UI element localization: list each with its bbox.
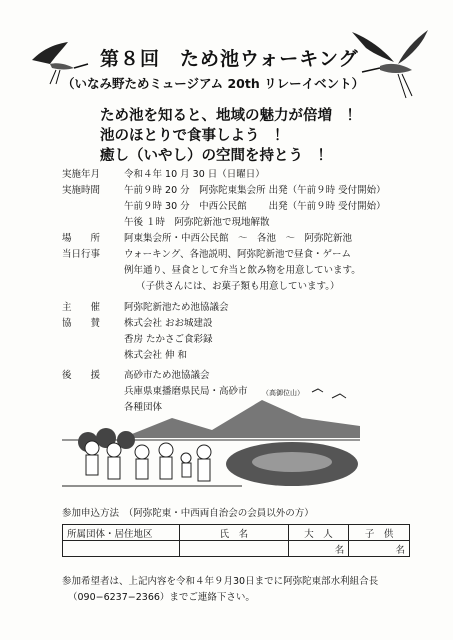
date-value: 令和４年 10 月 30 日（日曜日）: [124, 169, 265, 180]
sponsor-label: 協 賛: [62, 318, 101, 329]
footer-line-1: 参加希望者は、上記内容を令和４年９月30日までに阿弥陀東部水利組合長: [62, 576, 379, 587]
name-field[interactable]: [180, 541, 288, 557]
header-affiliation: 所属団体・居住地区: [63, 525, 180, 541]
slogan-3: 癒し（いやし）の空間を持とう ！: [100, 148, 332, 164]
place-value: 阿東集会所・中西公民館 〜 各池 〜 阿弥陀新池: [124, 233, 353, 244]
page-subtitle: （いなみ野ためミュージアム 20th リレーイベント）: [62, 76, 365, 91]
mountain-label: （高御位山）: [262, 389, 304, 397]
header-adult: 大 人: [288, 525, 349, 541]
event-line-2: 例年通り、昼食として弁当と飲み物を用意しています。: [124, 265, 361, 276]
event-line-1: ウォーキング、各池説明、阿弥陀新池で昼食・ゲーム: [124, 249, 351, 260]
organizer-value: 阿弥陀新池ため池協議会: [124, 302, 229, 313]
time-line-1: 午前９時 20 分 阿弥陀東集会所 出発（午前９時 受付開始）: [124, 185, 386, 196]
walking-scene-illustration: [62, 378, 360, 496]
time-label: 実施時間: [62, 185, 101, 196]
sponsor-line-3: 株式会社 伸 和: [124, 350, 188, 361]
date-label: 実施年月: [62, 169, 101, 180]
child-unit: 名: [395, 544, 405, 556]
organizer-label: 主 催: [62, 302, 101, 313]
time-line-3: 午後 １時 阿弥陀新池で現地解散: [124, 217, 270, 228]
slogan-1: ため池を知ると、地域の魅力が倍増 ！: [100, 108, 361, 124]
place-label: 場 所: [62, 233, 101, 244]
support-line-3: 各種団体: [124, 402, 163, 413]
application-form-table: [62, 524, 410, 557]
time-line-2: 午前９時 30 分 中西公民館 出発（午前９時 受付開始）: [124, 201, 386, 212]
support-line-1: 高砂市ため池協議会: [124, 370, 210, 381]
slogan-2: 池のほとりで食事しよう ！: [100, 128, 289, 144]
adult-unit: 名: [334, 544, 345, 556]
header-name: 氏 名: [180, 525, 288, 541]
support-label: 後 援: [62, 370, 101, 381]
event-label: 当日行事: [62, 249, 101, 260]
event-line-3: （子供さんには、お菓子類も用意しています。）: [136, 281, 340, 292]
child-count-field[interactable]: [349, 541, 410, 557]
page-title: 第８回 ため池ウォーキング: [100, 48, 359, 70]
sponsor-line-2: 香房 たかさご食彩録: [124, 334, 213, 345]
affiliation-field[interactable]: [63, 541, 180, 557]
footer-line-2: （090−6237−2366）までご連絡下さい。: [68, 592, 255, 603]
adult-count-field[interactable]: [288, 541, 349, 557]
header-child: 子 供: [349, 525, 410, 541]
sponsor-line-1: 株式会社 おお城建設: [124, 318, 213, 329]
support-line-2: 兵庫県東播磨県民局・高砂市: [124, 386, 248, 397]
application-title: 参加申込方法 （阿弥陀東・中西両自治会の会員以外の方）: [62, 508, 314, 519]
